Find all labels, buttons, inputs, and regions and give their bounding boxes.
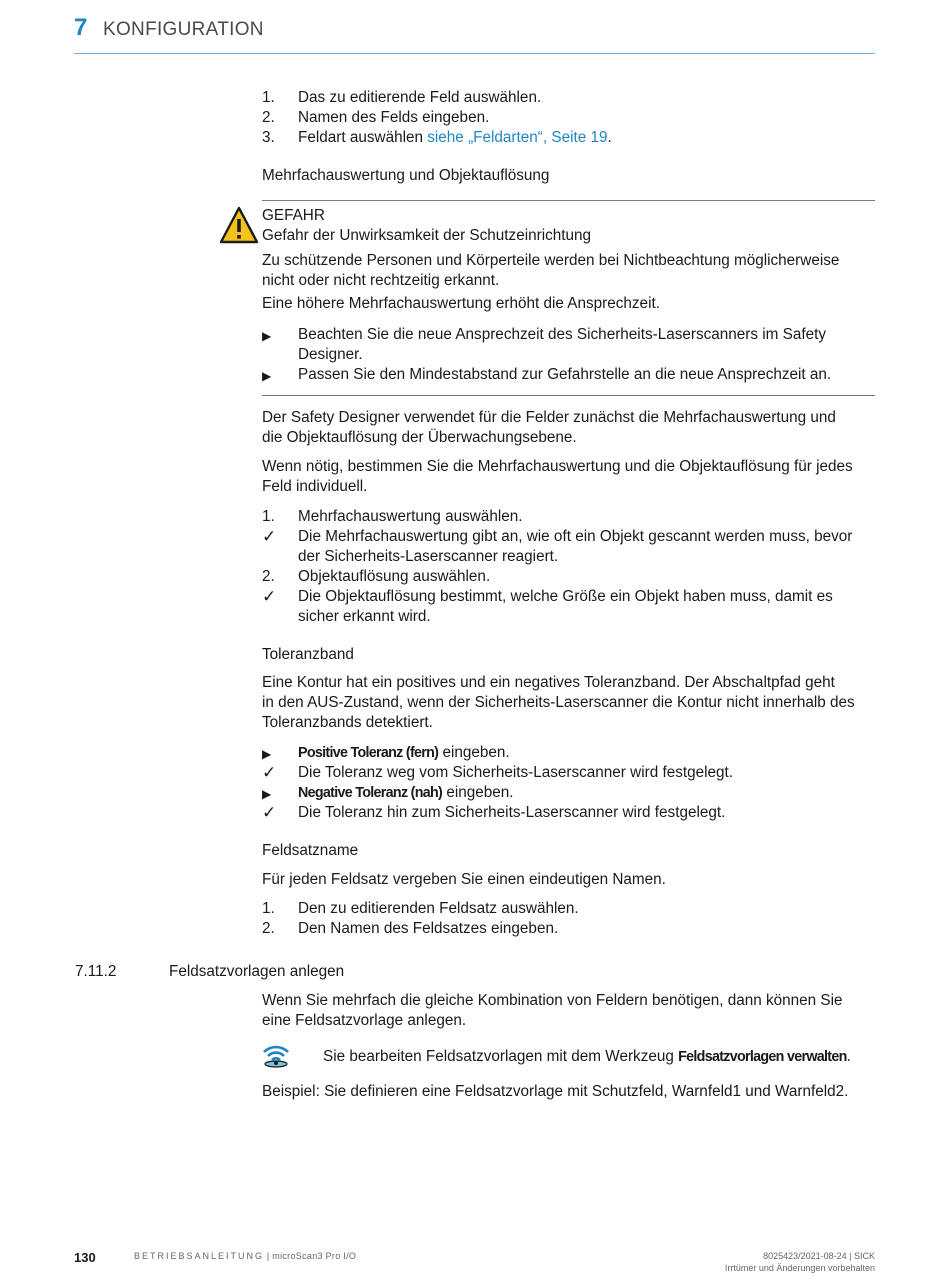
- paragraph-beispiel: Beispiel: Sie definieren eine Feldsatzvorlage mit Schutzfeld, Warnfeld1 und Warnfeld2.: [262, 1083, 849, 1100]
- section-number: 7.11.2: [75, 963, 117, 980]
- ui-element-name: Feldsatzvorlagen verwalten: [678, 1049, 847, 1065]
- paragraph-designer: Der Safety Designer verwendet für die Felder zunächst die Mehrfachauswertung und die Objektauflösung der Überwachungsebene.: [262, 409, 836, 446]
- steps-feldsatzname: [262, 899, 875, 939]
- step-item: 2. Den Namen des Feldsatzes eingeben.: [262, 920, 559, 937]
- paragraph-wenn-noetig: Wenn nötig, bestimmen Sie die Mehrfachauswertung und die Objektauflösung für jedes Feld individuell.: [262, 458, 853, 495]
- result-item: ✓ Die Toleranz weg vom Sicherheits-Laserscanner wird festgelegt.: [262, 763, 734, 782]
- heading-mehrfachauswertung: Mehrfachauswertung und Objektauflösung: [262, 167, 550, 184]
- action-item: ▶ Passen Sie den Mindestabstand zur Gefahrstelle an die neue Ansprechzeit an.: [262, 365, 875, 385]
- step-item: 1. Das zu editierende Feld auswählen.: [262, 89, 542, 106]
- paragraph-toleranzband: Eine Kontur hat ein positives und ein negatives Toleranzband. Der Abschaltpfad geht in den AUS-Zustand, wenn der Sicherheits-Laserscanner die Kontur nicht innerhalb des Toleranzbands detektiert.: [262, 674, 855, 731]
- footer-document: BETRIEBSANLEITUNG | microScan3 Pro I/O: [134, 1251, 357, 1261]
- arrow-right-icon: ▶: [262, 329, 272, 343]
- step-item: 3. Feldart auswählen siehe „Feldarten“, Seite 19.: [262, 129, 612, 146]
- danger-top-rule: [262, 200, 875, 201]
- arrow-right-icon: ▶: [262, 787, 272, 801]
- danger-bottom-rule: [262, 395, 875, 396]
- tip-text: Sie bearbeiten Feldsatzvorlagen mit dem Werkzeug Feldsatzvorlagen verwalten.: [323, 1048, 851, 1065]
- step-item: 1. Den zu editierenden Feldsatz auswählen.: [262, 900, 579, 917]
- steps-top: [262, 88, 875, 148]
- action-item: ▶ Negative Toleranz (nah) eingeben.: [262, 783, 875, 803]
- step-item: 2. Namen des Felds eingeben.: [262, 109, 490, 126]
- result-item: ✓ Die Mehrfachauswertung gibt an, wie oft ein Objekt gescannt werden muss, bevor der Sicherheits-Laserscanner reagiert.: [262, 527, 853, 565]
- danger-subtitle: Gefahr der Unwirksamkeit der Schutzeinrichtung: [262, 227, 592, 244]
- cross-reference-link[interactable]: siehe „Feldarten“, Seite 19: [427, 129, 608, 146]
- check-icon: ✓: [262, 803, 277, 822]
- check-icon: ✓: [262, 527, 277, 546]
- section-title: Feldsatzvorlagen anlegen: [169, 963, 345, 980]
- danger-actions: [262, 325, 875, 385]
- header-rule: [74, 53, 875, 54]
- danger-paragraph-2: Eine höhere Mehrfachauswertung erhöht die Ansprechzeit.: [262, 295, 660, 312]
- danger-label: GEFAHR: [262, 207, 325, 224]
- step-item: 2. Objektauflösung auswählen.: [262, 568, 491, 585]
- result-item: ✓ Die Toleranz hin zum Sicherheits-Laserscanner wird festgelegt.: [262, 803, 726, 822]
- steps-mehrfachauswertung: [262, 507, 875, 627]
- footer-info: 8025423/2021-08-24 | SICK Irrtümer und Änderungen vorbehalten: [724, 1251, 875, 1273]
- arrow-right-icon: ▶: [262, 747, 272, 761]
- heading-feldsatzname: Feldsatzname: [262, 842, 359, 859]
- ui-element-name: Positive Toleranz (fern): [298, 745, 439, 761]
- check-icon: ✓: [262, 763, 277, 782]
- result-item: ✓ Die Objektauflösung bestimmt, welche Größe ein Objekt haben muss, damit es sicher erkannt wird.: [262, 587, 833, 625]
- action-item: ▶ Positive Toleranz (fern) eingeben.: [262, 743, 875, 763]
- arrow-right-icon: ▶: [262, 369, 272, 383]
- ui-element-name: Negative Toleranz (nah): [298, 785, 443, 801]
- page-number: 130: [74, 1250, 96, 1265]
- chapter-title: KONFIGURATION: [103, 19, 264, 40]
- step-item: 1. Mehrfachauswertung auswählen.: [262, 508, 523, 525]
- toleranz-items: [262, 743, 875, 823]
- paragraph-feldsatzvorlage: Wenn Sie mehrfach die gleiche Kombination von Feldern benötigen, dann können Sie eine Feldsatzvorlage anlegen.: [262, 992, 843, 1029]
- heading-toleranzband: Toleranzband: [262, 646, 354, 663]
- chapter-number: 7: [74, 14, 88, 41]
- check-icon: ✓: [262, 587, 277, 606]
- action-item: ▶ Beachten Sie die neue Ansprechzeit des Sicherheits-Laserscanners im Safety Designer.: [262, 326, 827, 363]
- danger-paragraph: Zu schützende Personen und Körperteile werden bei Nichtbeachtung möglicherweise nicht oder nicht rechtzeitig erkannt.: [262, 252, 840, 289]
- tip-wifi-icon: [262, 1043, 290, 1069]
- warning-triangle-icon: [219, 206, 259, 244]
- paragraph-feldsatzname: Für jeden Feldsatz vergeben Sie einen eindeutigen Namen.: [262, 871, 666, 888]
